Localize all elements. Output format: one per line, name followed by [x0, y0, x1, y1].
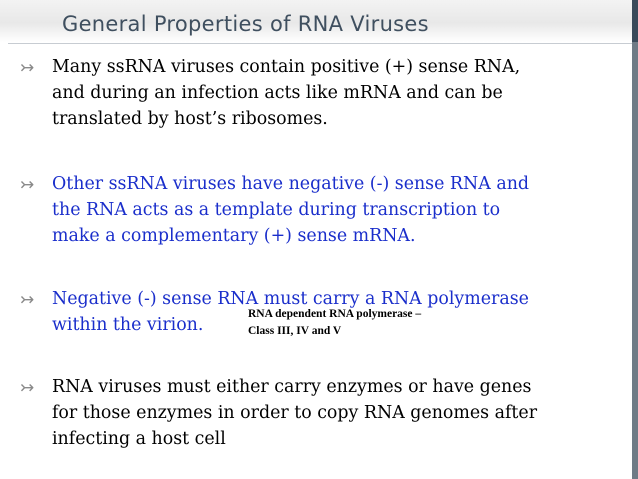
arrow-bullet-icon: ↣: [20, 378, 35, 398]
bullet-item-4: [20, 374, 612, 452]
bullet-item-1: [20, 54, 612, 132]
bullet-text: Many ssRNA viruses contain positive (+) sense RNA, and during an infection acts like mRNA and can be translated by host’s ribosomes.: [52, 57, 521, 129]
bullet-text: RNA viruses must either carry enzymes or have genes for those enzymes in order to copy RNA genomes after infecting a host cell: [52, 377, 538, 449]
bullet-item-2: [20, 171, 612, 249]
bullet-text: Negative (-) sense RNA must carry a RNA polymerase within the virion.: [52, 289, 529, 335]
right-accent-strip: [632, 0, 638, 479]
arrow-bullet-icon: ↣: [20, 58, 35, 78]
arrow-bullet-icon: ↣: [20, 290, 35, 310]
arrow-bullet-icon: ↣: [20, 175, 35, 195]
slide-title: General Properties of RNA Viruses: [62, 12, 429, 36]
right-accent-strip-top: [632, 0, 638, 42]
title-divider: [8, 43, 632, 44]
polymerase-note: RNA dependent RNA polymerase – Class III, IV and V: [248, 308, 422, 337]
bullet-text: Other ssRNA viruses have negative (-) sense RNA and the RNA acts as a template during transcription to make a complementary (+) sense mRNA.: [52, 174, 530, 246]
